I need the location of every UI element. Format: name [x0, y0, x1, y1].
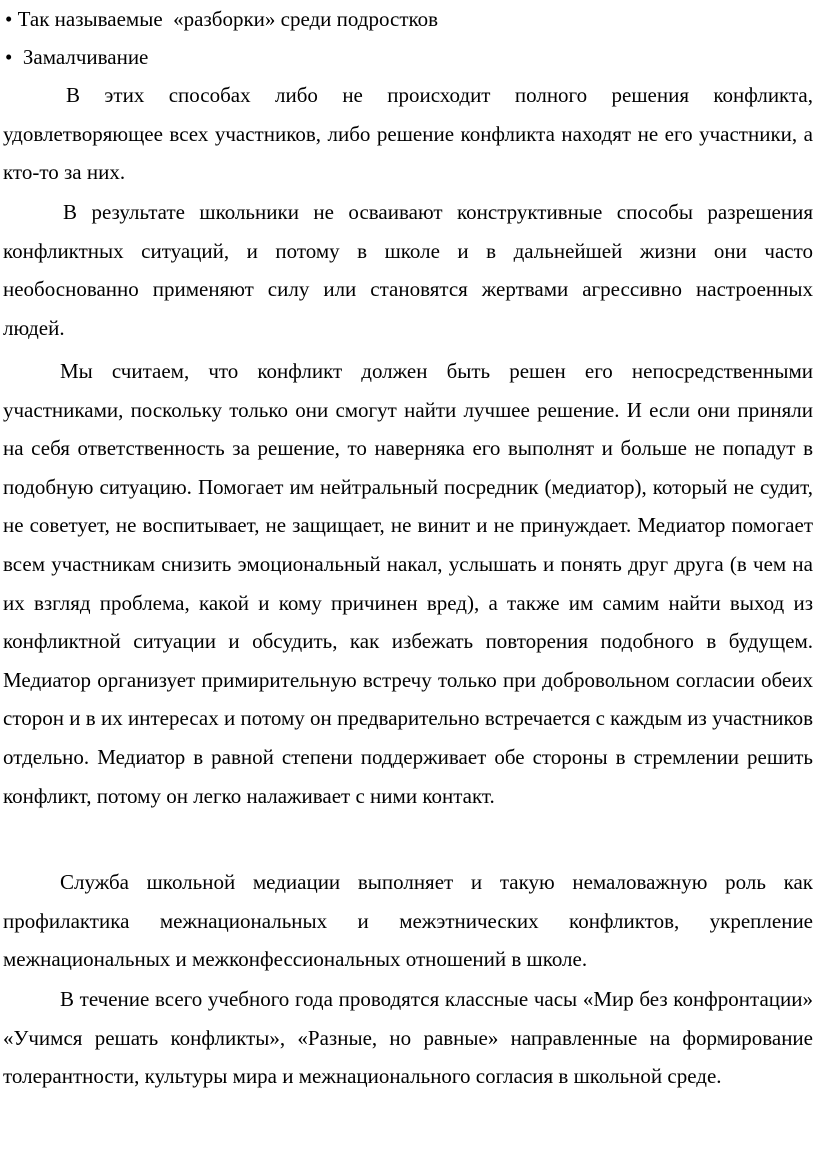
bullet-item-silencing: • Замалчивание: [5, 45, 149, 69]
paragraph-mediator-role: Мы считаем, что конфликт должен быть решен его непосредственными участниками, поскольку только они смогут найти лучшее решение. И если они приняли на себя ответственность за решение, то наверняка его выполнят и больше не попадут в подобную ситуацию. Помогает им нейтральный посредник (медиатор), который не судит, не советует, не воспитывает, не защищает, не винит и не принуждает. Медиатор помогает всем участникам снизить эмоциональный накал, услышать и понять друг друга (в чем на их взгляд проблема, какой и кому причинен вред), а также им самим найти выход из конфликтной ситуации и обсудить, как избежать повторения подобного в будущем. Медиатор организует примирительную встречу только при добровольном согласии обеих сторон и в их интересах и потому он предварительно встречается с каждым из участников отдельно. Медиатор в равной степени поддерживает обе стороны в стремлении решить конфликт, потому он легко налаживает с ними контакт.: [3, 359, 813, 808]
paragraph-class-hours: В течение всего учебного года проводятся классные часы «Мир без конфронтации» «Учимся решать конфликты», «Разные, но равные» направленные на формирование толерантности, культуры мира и межнационального согласия в школьной среде.: [3, 987, 813, 1089]
paragraph-school-consequences: В результате школьники не осваивают конструктивные способы разрешения конфликтных ситуаций, и потому в школе и в дальнейшей жизни они часто необоснованно применяют силу или становятся жертвами агрессивно настроенных людей.: [3, 200, 813, 340]
paragraph-incomplete-resolution: В этих способах либо не происходит полного решения конфликта, удовлетворяющее всех участников, либо решение конфликта находят не его участники, а кто-то за них.: [3, 83, 813, 185]
paragraph-mediation-service: Служба школьной медиации выполняет и такую немаловажную роль как профилактика межнациональных и межэтнических конфликтов, укрепление межнациональных и межконфессиональных отношений в школе.: [3, 870, 813, 972]
bullet-item-disputes: • Так называемые «разборки» среди подростков: [5, 7, 439, 31]
